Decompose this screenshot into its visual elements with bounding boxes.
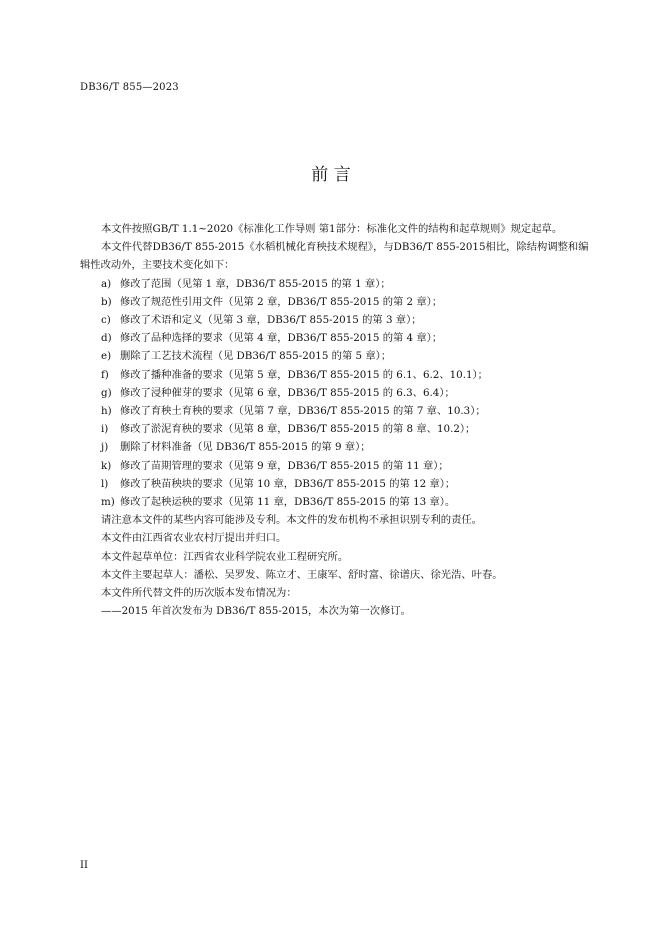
- list-item-label: i): [101, 423, 109, 436]
- list-item-text: 删除了工艺技术流程（见 DB36/T 855-2015 的第 5 章）；: [120, 350, 392, 363]
- page-number: II: [80, 860, 88, 871]
- list-item: [80, 402, 590, 420]
- list-item: [80, 493, 590, 511]
- document-code-header: DB36/T 855—2023: [80, 82, 179, 93]
- page-title: 前 言: [311, 165, 351, 185]
- changes-list: [80, 275, 590, 512]
- list-item-label: e): [101, 350, 112, 363]
- list-item-label: h): [101, 405, 112, 418]
- foreword-body: [80, 220, 590, 620]
- proposer-statement: 本文件由江西省农业农村厅提出并归口。: [101, 532, 287, 545]
- list-item-text: 修改了育秧土育秧的要求（见第 7 章，DB36/T 855-2015 的第 7 章、10.3）；: [120, 405, 486, 418]
- list-item: [80, 311, 590, 329]
- list-item: [80, 293, 590, 311]
- list-item: [80, 275, 590, 293]
- list-item-text: 修改了浸种催芽的要求（见第 6 章，DB36/T 855-2015 的 6.3、6.4）；: [120, 386, 455, 399]
- list-item: [80, 366, 590, 384]
- list-item: [80, 347, 590, 365]
- list-item-text: 修改了起秧运秧的要求（见第 11 章，DB36/T 855-2015 的第 13 章）。: [120, 496, 456, 509]
- drafting-unit: 本文件起草单位：江西省农业科学院农业工程研究所。: [101, 550, 349, 563]
- list-item-label: k): [101, 459, 112, 472]
- patent-notice: 请注意本文件的某些内容可能涉及专利。本文件的发布机构不承担识别专利的责任。: [101, 514, 482, 527]
- list-item-label: b): [101, 295, 112, 308]
- list-item-label: j): [101, 441, 109, 454]
- list-item-label: g): [101, 386, 112, 399]
- list-item-text: 修改了秧苗秧块的要求（见第 10 章，DB36/T 855-2015 的第 12 章）；: [120, 477, 456, 490]
- intro-paragraph: 本文件代替DB36/T 855-2015《水稻机械化育秧技术规程》，与DB36/T 855-2015相比，除结构调整和编辑性改动外，主要技术变化如下：: [80, 241, 589, 272]
- list-item-label: l): [101, 477, 109, 490]
- list-item: [80, 457, 590, 475]
- list-item-text: 修改了苗期管理的要求（见第 9 章，DB36/T 855-2015 的第 11 章）；: [120, 459, 449, 472]
- list-item: [80, 329, 590, 347]
- list-item-text: 修改了播种准备的要求（见第 5 章，DB36/T 855-2015 的 6.1、6.2、10.1）；: [120, 368, 488, 381]
- list-item-label: a): [101, 277, 112, 290]
- list-item: [80, 475, 590, 493]
- list-item-label: d): [101, 332, 112, 345]
- list-item: [80, 384, 590, 402]
- drafters: 本文件主要起草人：潘松、吴罗发、陈立才、王康军、舒时富、徐谱庆、徐光浩、叶春。: [101, 568, 503, 581]
- list-item-label: c): [101, 314, 111, 327]
- list-item-text: 修改了术语和定义（见第 3 章，DB36/T 855-2015 的第 3 章）；: [120, 314, 422, 327]
- list-item-text: 修改了淤泥育秧的要求（见第 8 章，DB36/T 855-2015 的第 8 章、10.2）；: [120, 423, 476, 436]
- version-history-item: ——2015 年首次发布为 DB36/T 855-2015，本次为第一次修订。: [101, 605, 411, 618]
- list-item-label: f): [101, 368, 109, 381]
- list-item-text: 修改了品种选择的要求（见第 4 章，DB36/T 855-2015 的第 4 章）；: [120, 332, 443, 345]
- intro-paragraph: 本文件按照GB/T 1.1~2020《标准化工作导则 第1部分：标准化文件的结构和起草规则》规定起草。: [101, 223, 563, 235]
- list-item: [80, 438, 590, 456]
- list-item-text: 修改了规范性引用文件（见第 2 章，DB36/T 855-2015 的第 2 章）；: [120, 295, 443, 308]
- version-history-heading: 本文件所代替文件的历次版本发布情况为：: [101, 587, 297, 600]
- list-item-text: 修改了范围（见第 1 章，DB36/T 855-2015 的第 1 章）；: [120, 277, 391, 290]
- list-item-label: m): [101, 496, 115, 509]
- list-item: [80, 420, 590, 438]
- list-item-text: 删除了材料准备（见 DB36/T 855-2015 的第 9 章）；: [120, 441, 371, 454]
